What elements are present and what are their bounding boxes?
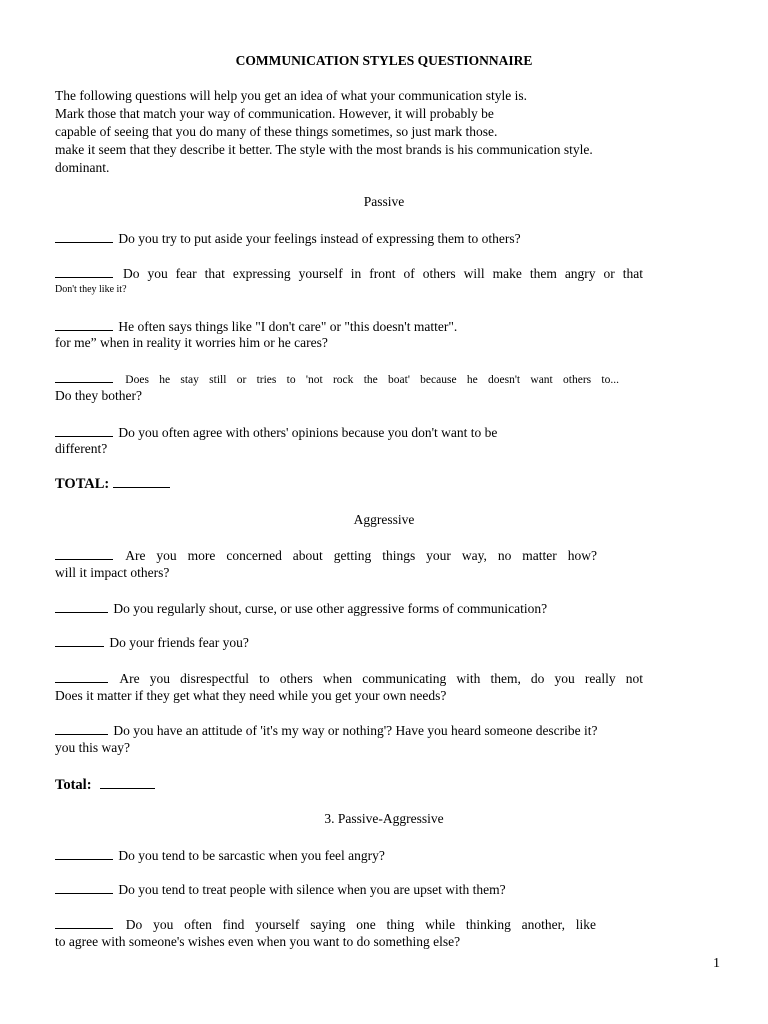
question-item <box>55 722 598 739</box>
total-blank[interactable] <box>113 475 170 488</box>
question-text: Does he stay still or tries to 'not rock the boat' because he doesn't want others to... <box>125 374 620 386</box>
question-continuation: will it impact others? <box>55 565 170 580</box>
intro-line: dominant. <box>55 160 110 175</box>
intro-line: capable of seeing that you do many of these things sometimes, so just mark those. <box>55 124 498 139</box>
question-item <box>55 318 457 335</box>
question-text: Do you often agree with others' opinions because you don't want to be <box>118 425 498 440</box>
question-item <box>55 230 521 247</box>
answer-blank[interactable] <box>55 230 113 243</box>
question-text: Are you more concerned about getting things your way, no matter how? <box>125 548 598 563</box>
total-label: TOTAL: <box>55 476 110 492</box>
answer-blank[interactable] <box>55 670 108 683</box>
question-item <box>55 634 249 651</box>
question-item <box>55 547 597 564</box>
question-text: He often says things like "I don't care" or "this doesn't matter". <box>118 319 458 334</box>
answer-blank[interactable] <box>55 634 104 647</box>
intro-line: The following questions will help you get an idea of what your communication style is. <box>55 88 528 103</box>
intro-line: make it seem that they describe it better. The style with the most brands is his communication style. <box>55 142 593 157</box>
question-text: Do you tend to be sarcastic when you feel angry? <box>118 848 385 863</box>
question-item <box>55 265 643 282</box>
question-text: Do you fear that expressing yourself in front of others will make them angry or that <box>122 266 643 281</box>
total-label: Total: <box>55 777 92 793</box>
intro-line: Mark those that match your way of communication. However, it will probably be <box>55 106 494 121</box>
question-text: Do your friends fear you? <box>109 635 249 650</box>
question-item <box>55 424 497 441</box>
question-continuation: different? <box>55 441 108 456</box>
answer-blank[interactable] <box>55 847 113 860</box>
section-heading-aggressive: Aggressive <box>353 512 415 527</box>
total-row <box>55 776 157 793</box>
question-continuation: to agree with someone's wishes even when you want to do something else? <box>55 934 461 949</box>
section-heading-passive: Passive <box>363 194 405 209</box>
total-row <box>55 475 172 492</box>
answer-blank[interactable] <box>55 370 113 383</box>
question-item <box>55 670 643 687</box>
question-text: Do you have an attitude of 'it's my way or nothing'? Have you heard someone describe it? <box>113 723 598 738</box>
answer-blank[interactable] <box>55 722 108 735</box>
question-item <box>55 600 547 617</box>
answer-blank[interactable] <box>55 318 113 331</box>
answer-blank[interactable] <box>55 600 108 613</box>
answer-blank[interactable] <box>55 265 113 278</box>
question-item <box>55 370 619 388</box>
question-item <box>55 881 506 898</box>
question-text: Do you regularly shout, curse, or use other aggressive forms of communication? <box>113 601 548 616</box>
question-continuation: for me” when in reality it worries him or he cares? <box>55 335 328 350</box>
question-continuation: you this way? <box>55 740 130 755</box>
question-item <box>55 847 385 864</box>
page-title: COMMUNICATION STYLES QUESTIONNAIRE <box>235 53 533 68</box>
total-blank[interactable] <box>100 776 155 789</box>
question-continuation: Do they bother? <box>55 388 142 403</box>
question-text: Do you tend to treat people with silence when you are upset with them? <box>118 882 506 897</box>
answer-blank[interactable] <box>55 424 113 437</box>
question-text: Do you try to put aside your feelings instead of expressing them to others? <box>118 231 521 246</box>
section-heading-passive-aggressive: 3. Passive-Aggressive <box>324 811 444 826</box>
answer-blank[interactable] <box>55 881 113 894</box>
question-item <box>55 916 596 933</box>
question-text: Do you often find yourself saying one thing while thinking another, like <box>125 917 597 932</box>
answer-blank[interactable] <box>55 916 113 929</box>
page-number: 1 <box>713 956 720 971</box>
question-text: Are you disrespectful to others when communicating with them, do you really not <box>119 671 643 686</box>
question-continuation: Don't they like it? <box>55 284 127 295</box>
answer-blank[interactable] <box>55 547 113 560</box>
question-continuation: Does it matter if they get what they need while you get your own needs? <box>55 688 447 703</box>
